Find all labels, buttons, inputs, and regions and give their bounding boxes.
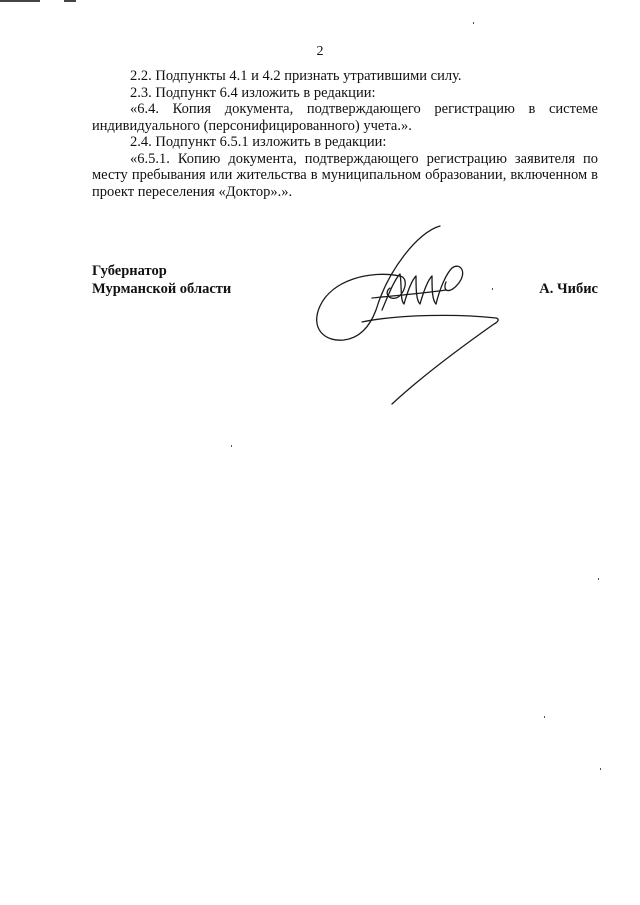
handwritten-signature	[300, 218, 510, 408]
scan-speck	[598, 578, 599, 580]
paragraph-6-5-1-text: «6.5.1. Копию документа, подтверждающего регистрацию заявителя по месту пребывания или жительства в муниципальном образовании, включенном в проект переселения «Доктор».».	[92, 150, 598, 200]
paragraph-2-2: 2.2. Подпункты 4.1 и 4.2 признать утратившими силу.	[130, 68, 462, 84]
scan-speck	[600, 768, 601, 770]
signatory-position-line1: Губернатор	[92, 263, 167, 279]
paragraph-2-3: 2.3. Подпункт 6.4 изложить в редакции:	[130, 84, 376, 101]
paragraph-6-4-text: «6.4. Копия документа, подтверждающего регистрацию в системе индивидуального (персонифицированного) учета.».	[92, 101, 598, 134]
scan-speck	[492, 288, 493, 290]
signatory-position-line2: Мурманской области	[92, 281, 232, 297]
signature-stroke	[317, 226, 440, 340]
page-number: 2	[316, 44, 324, 59]
signature-stroke	[436, 266, 463, 304]
scan-speck	[231, 445, 232, 447]
scan-speck	[473, 22, 474, 24]
scan-edge-mark	[64, 0, 76, 2]
signatory-position	[92, 262, 231, 298]
scan-speck	[544, 716, 545, 718]
paragraph-2-4: 2.4. Подпункт 6.5.1 изложить в редакции:	[130, 134, 387, 150]
scan-edge-mark	[0, 0, 40, 2]
document-body	[92, 68, 598, 200]
signature-stroke	[362, 315, 498, 404]
signatory-name: А. Чибис	[539, 281, 598, 297]
